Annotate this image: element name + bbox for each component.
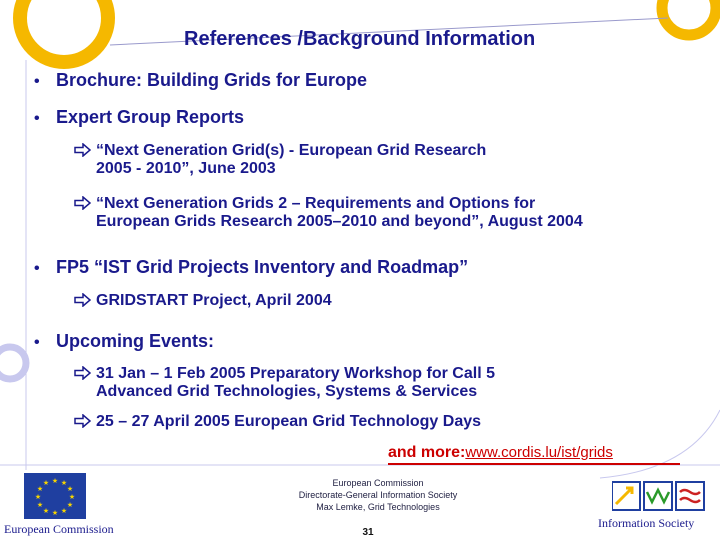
sub-item-line: 31 Jan – 1 Feb 2005 Preparatory Workshop for Call 5 (96, 365, 495, 382)
footer-line: Max Lemke, Grid Technologies (316, 502, 440, 512)
svg-text:★: ★ (36, 502, 44, 509)
more-underline (388, 463, 680, 465)
svg-text:★: ★ (60, 508, 68, 515)
bullet-text: Brochure: Building Grids for Europe (56, 70, 368, 90)
sub-item-line: 2005 - 2010”, June 2003 (96, 160, 276, 177)
sub-item (74, 292, 332, 310)
orange-ring-top-left (20, 0, 108, 62)
page-title: References /Background Information (184, 28, 536, 50)
footer-line: European Commission (332, 478, 424, 488)
sub-item-line: “Next Generation Grids 2 – Requirements and Options for (96, 195, 536, 212)
bullet-text: Upcoming Events: (56, 331, 215, 351)
sub-item-line: Advanced Grid Technologies, Systems & Services (96, 383, 478, 400)
footer-line: Directorate-General Information Society (298, 490, 458, 500)
svg-text:★: ★ (60, 480, 68, 487)
is-logo-text: Information Society (598, 516, 695, 530)
svg-text:★: ★ (68, 494, 76, 501)
bullet-dot-icon: • (34, 73, 40, 90)
sub-item-line: European Grids Research 2005–2010 and beyond”, August 2004 (96, 213, 583, 230)
more-label: and more: (388, 444, 466, 461)
bullet-item (34, 70, 367, 91)
bullet-dot-icon: • (34, 110, 40, 127)
arrow-right-icon (74, 293, 91, 307)
arrow-right-icon (74, 143, 91, 157)
bullet-dot-icon: • (34, 334, 40, 351)
svg-text:★: ★ (66, 486, 74, 493)
bullet-item (34, 331, 214, 352)
information-society-logo (612, 480, 706, 516)
eu-flag-logo (24, 473, 86, 519)
bullet-dot-icon: • (34, 260, 40, 277)
sub-item-line: GRIDSTART Project, April 2004 (96, 292, 332, 309)
decor-curve (600, 410, 720, 478)
arrow-right-icon (74, 366, 91, 380)
orange-ring-top-right (662, 0, 716, 35)
sub-item-line: 25 – 27 April 2005 European Grid Technology Days (96, 413, 482, 430)
bullet-item (34, 257, 468, 278)
page-number: 31 (362, 527, 374, 538)
bullet-text: Expert Group Reports (56, 107, 245, 127)
sub-item (74, 365, 495, 401)
ec-logo-text: European Commission (4, 522, 114, 536)
svg-text:★: ★ (36, 486, 44, 493)
more-link-row (388, 444, 613, 462)
cordis-link[interactable]: www.cordis.lu/ist/grids (465, 444, 613, 461)
sub-item (74, 195, 583, 231)
arrow-right-icon (74, 196, 91, 210)
sub-item (74, 142, 486, 178)
sub-item-line: “Next Generation Grid(s) - European Grid Research (96, 142, 487, 159)
bullet-text: FP5 “IST Grid Projects Inventory and Roadmap” (56, 257, 469, 277)
sub-item (74, 413, 481, 431)
lavender-ring-left (0, 347, 26, 379)
bullet-item (34, 107, 244, 128)
svg-text:★: ★ (42, 480, 50, 487)
arrow-right-icon (74, 414, 91, 428)
svg-text:★: ★ (51, 478, 59, 485)
svg-text:★: ★ (42, 508, 50, 515)
svg-text:★: ★ (51, 510, 59, 517)
svg-text:★: ★ (34, 494, 42, 501)
svg-text:★: ★ (66, 502, 74, 509)
